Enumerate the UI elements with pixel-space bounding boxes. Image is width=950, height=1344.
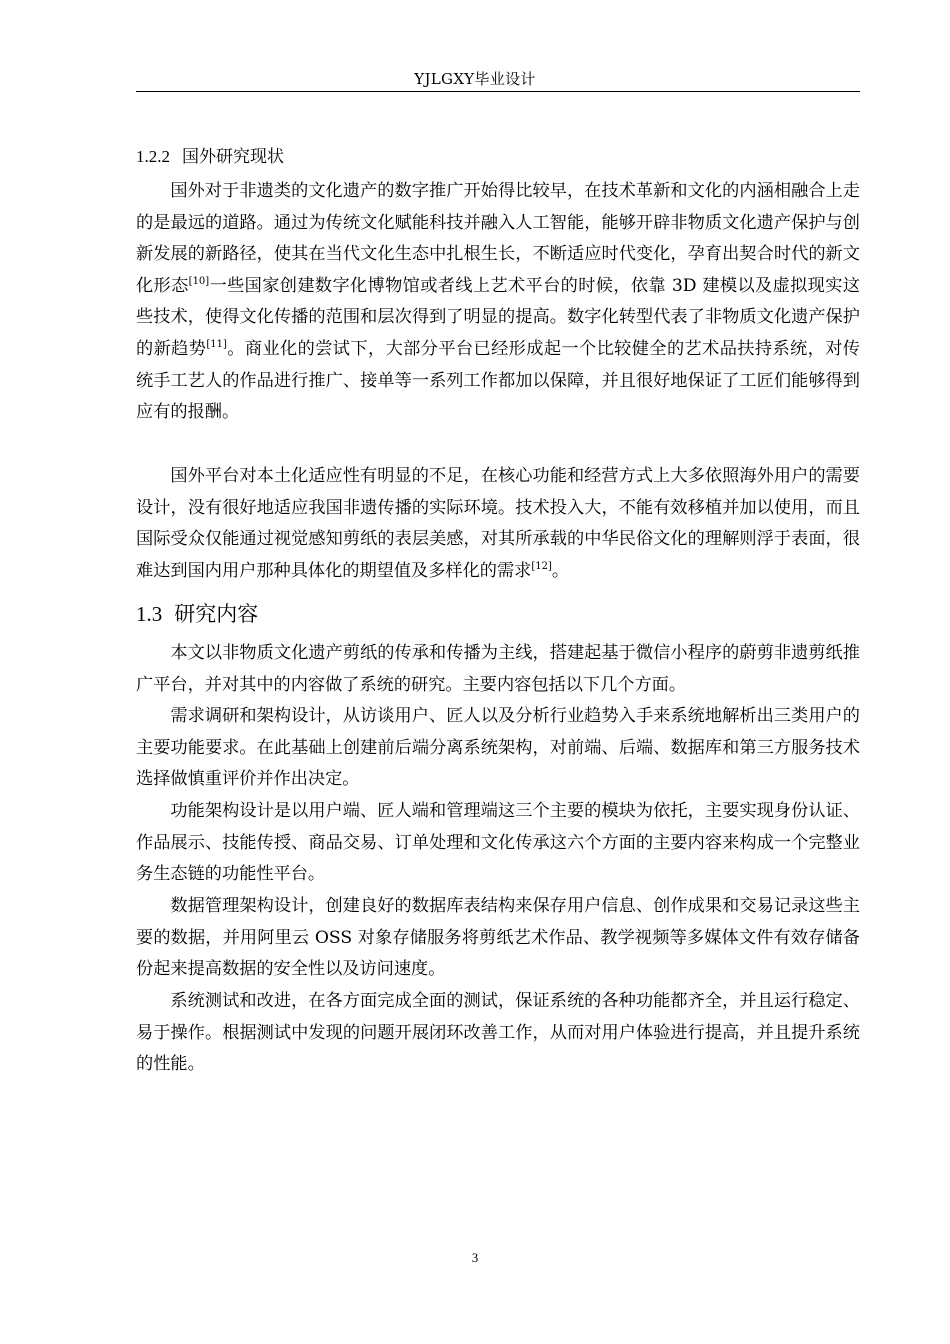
paragraph: 本文以非物质文化遗产剪纸的传承和传播为主线，搭建起基于微信小程序的蔚剪非遗剪纸推广平台，并对其中的内容做了系统的研究。主要内容包括以下几个方面。 (136, 643, 860, 695)
section-heading-1-2-2 (136, 142, 284, 167)
section-title: 研究内容 (174, 602, 259, 626)
section-heading-1-3 (136, 598, 258, 628)
paragraph (136, 176, 860, 429)
page-number: 3 (471, 1250, 479, 1265)
paragraph-text: 国外平台对本土化适应性有明显的不足，在核心功能和经营方式上大多依照海外用户的需要设计，没有很好地适应我国非遗传播的实际环境。技术投入大，不能有效移植并加以使用，而且国际受众仅能通过视觉感知剪纸的表层美感，对其所承载的中华民俗文化的理解则浮于表面，很难达到国内用户那种具体化的期望值及多样化的需求 (136, 466, 860, 581)
paragraph-text: 。 (551, 560, 570, 581)
citation: [11] (206, 338, 227, 350)
paragraph-text: 。商业化的尝试下，大部分平台已经形成起一个比较健全的艺术品扶持系统，对传统手工艺人的作品进行推广、接单等一系列工作都加以保障，并且很好地保证了工匠们能够得到应有的报酬。 (136, 338, 860, 423)
header-divider (136, 91, 860, 92)
paragraph: 功能架构设计是以用户端、匠人端和管理端这三个主要的模块为依托，主要实现身份认证、作品展示、技能传授、商品交易、订单处理和文化传承这六个方面的主要内容来构成一个完整业务生态链的功能性平台。 (136, 801, 860, 885)
citation: [12] (531, 560, 552, 572)
citation: [10] (188, 275, 210, 287)
paragraph: 需求调研和架构设计，从访谈用户、匠人以及分析行业趋势入手来系统地解析出三类用户的主要功能要求。在此基础上创建前后端分离系统架构，对前端、后端、数据库和第三方服务技术选择做慎重评价并作出决定。 (136, 706, 860, 790)
section-title: 国外研究现状 (182, 147, 284, 166)
paragraph-text: 国外对于非遗类的文化遗产的数字推广开始得比较早，在技术革新和文化的内涵相融合上走的是最远的道路。通过为传统文化赋能科技并融入人工智能，能够开辟非物质文化遗产保护与创新发展的新路径，使其在当代文化生态中扎根生长，不断适应时代变化，孕育出契合时代的新文化形态 (136, 181, 860, 296)
section-number: 1.2.2 (136, 147, 170, 166)
paragraph (136, 461, 860, 587)
paragraph: 数据管理架构设计，创建良好的数据库表结构来保存用户信息、创作成果和交易记录这些主要的数据，并用阿里云 OSS 对象存储服务将剪纸艺术作品、教学视频等多媒体文件有效存储备份起来提高数据的安全性以及访问速度。 (136, 896, 860, 980)
paragraph-text: 一些国家创建数字化博物馆或者线上艺术平台的时候，依靠 3D 建模以及虚拟现实这些技术，使得文化传播的范围和层次得到了明显的提高。数字化转型代表了非物质文化遗产保护的新趋势 (136, 275, 860, 359)
page-header-title: YJLGXY毕业设计 (414, 70, 536, 88)
paragraph: 系统测试和改进，在各方面完成全面的测试，保证系统的各种功能都齐全，并且运行稳定、易于操作。根据测试中发现的问题开展闭环改善工作，从而对用户体验进行提高，并且提升系统的性能。 (136, 991, 860, 1075)
section-number: 1.3 (136, 602, 163, 626)
